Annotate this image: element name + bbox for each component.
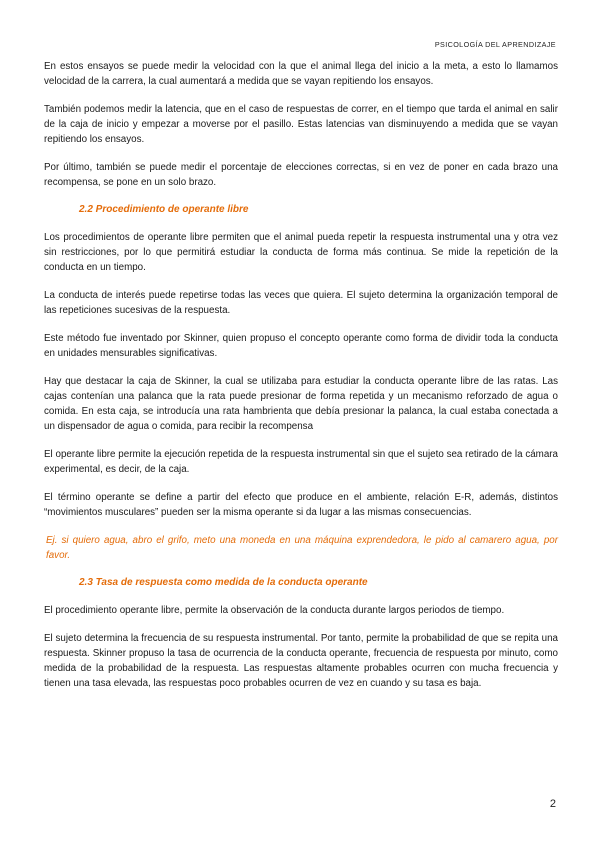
paragraph-operant-definition: El término operante se define a partir del efecto que produce en el ambiente, relación E-R, además, distintos “movimientos musculares” pueden ser la misma operante si da lugar a las mismas consecuencias.: [44, 492, 558, 518]
paragraph-correct-choices: Por último, también se puede medir el porcentaje de elecciones correctas, si en vez de poner en cada brazo una recompensa, se pone en un solo brazo.: [44, 162, 558, 188]
section-heading-2-3: 2.3 Tasa de respuesta como medida de la conducta operante: [79, 577, 368, 588]
paragraph-skinner-box: Hay que destacar la caja de Skinner, la cual se utilizaba para estudiar la conducta operante libre de las ratas. Las cajas contenían una palanca que la rata puede presionar de forma repetida y un mecanismo reforzado de agua o comida. En esta caja, se introducía una rata hambrienta que debía presionar la palanca, la cual estaba conectada a un dispensador de agua o comida, para recibir la recompensa: [44, 376, 558, 432]
paragraph-latency: También podemos medir la latencia, que en el caso de respuestas de correr, en el tiempo que tarda el animal en salir de la caja de inicio y empezar a moverse por el pasillo. Estas latencias van disminuyendo a medida que se vayan repitiendo los ensayos.: [44, 104, 558, 145]
document-body: [44, 59, 558, 704]
paragraph-long-observation: El procedimiento operante libre, permite la observación de la conducta durante largos periodos de tiempo.: [44, 605, 505, 616]
example-text: Ej. si quiero agua, abro el grifo, meto una moneda en una máquina exprendedora, le pido al camarero agua, por favor.: [46, 535, 558, 561]
paragraph-repeated-execution: El operante libre permite la ejecución repetida de la respuesta instrumental sin que el sujeto sea retirado de la cámara experimental, es decir, de la caja.: [44, 449, 558, 475]
paragraph-skinner-method: Este método fue inventado por Skinner, quien propuso el concepto operante como forma de dividir toda la conducta en unidades mensurables significativas.: [44, 333, 558, 359]
page-number: 2: [549, 798, 556, 810]
paragraph-speed: En estos ensayos se puede medir la velocidad con la que el animal llega del inicio a la meta, a esto lo llamamos velocidad de la carrera, la cual aumentará a medida que se vayan repitiendo los ensayos.: [44, 61, 558, 87]
section-heading-2-2: 2.2 Procedimiento de operante libre: [79, 204, 249, 215]
paragraph-free-operant-intro: Los procedimientos de operante libre permiten que el animal pueda repetir la respuesta instrumental una y otra vez sin restricciones, por lo que permitirá estudiar la conducta de forma más continua. Se mide la repetición de la conducta en un tiempo.: [44, 232, 558, 273]
running-header: PSICOLOGÍA DEL APRENDIZAJE: [434, 40, 556, 49]
paragraph-response-rate: El sujeto determina la frecuencia de su respuesta instrumental. Por tanto, permite la probabilidad de que se repita una respuesta. Skinner propuso la tasa de ocurrencia de la conducta operante, frecuencia de respuesta por minuto, como medida de la probabilidad de la respuesta. Las respuestas altamente probables ocurren con mucha frecuencia y tienen una tasa elevada, las respuestas poco probables ocurren de vez en cuando y su tasa es baja.: [44, 633, 558, 689]
paragraph-behavior-of-interest: La conducta de interés puede repetirse todas las veces que quiera. El sujeto determina la organización temporal de las repeticiones sucesivas de la respuesta.: [44, 290, 558, 316]
